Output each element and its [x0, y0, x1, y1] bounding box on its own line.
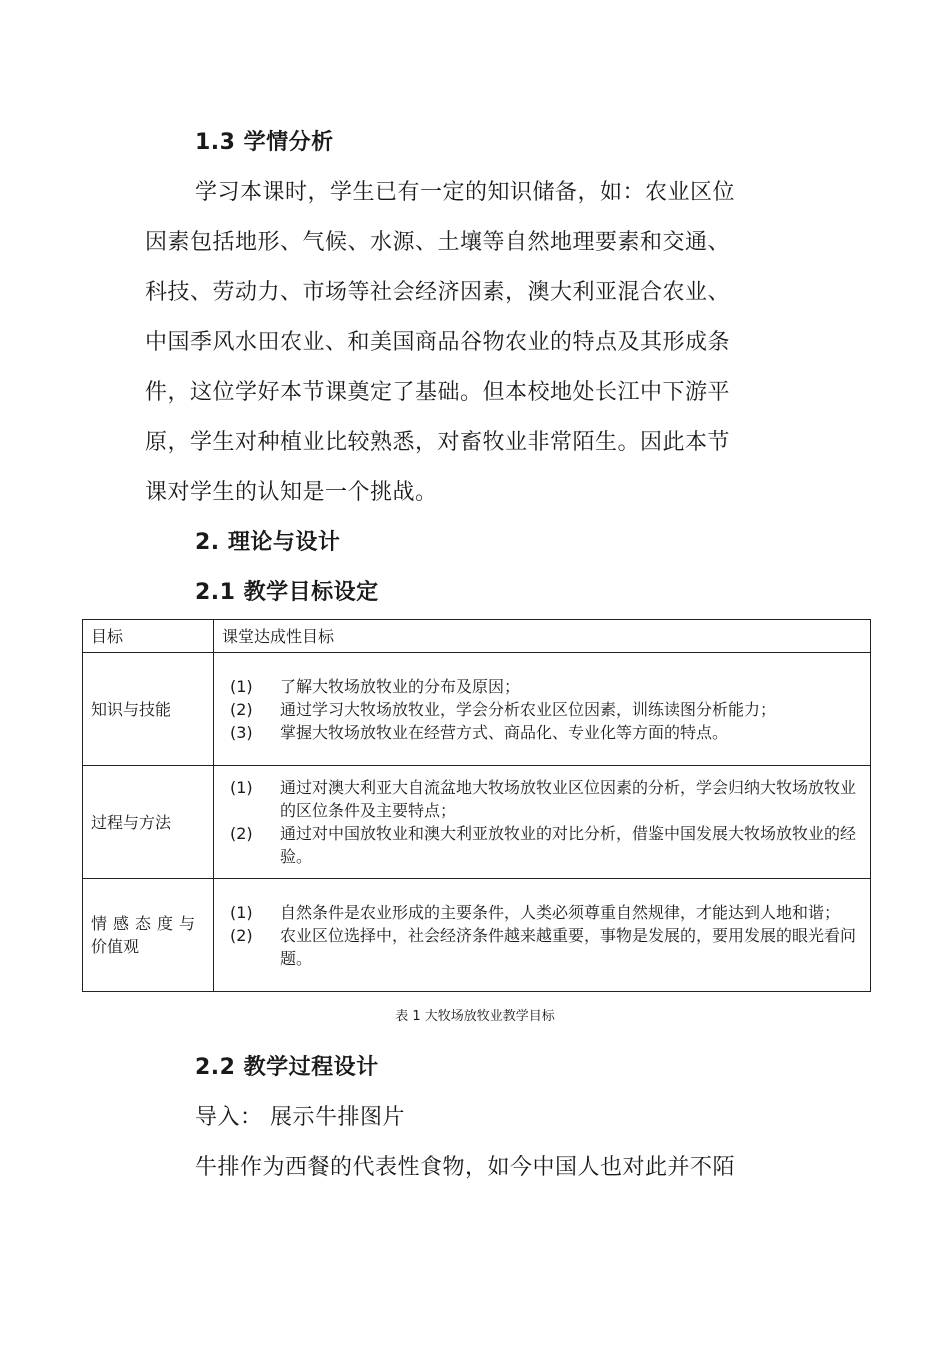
goal-list: [222, 675, 862, 744]
section-2-title: 2. 理论与设计: [195, 530, 341, 555]
item-number: (1): [230, 676, 253, 696]
paragraph-line: 学习本课时，学生已有一定的知识储备，如：农业区位: [195, 180, 736, 205]
header-class-goal: 课堂达成性目标: [214, 620, 871, 653]
item-number: (2): [230, 699, 253, 719]
paragraph-line: 因素包括地形、气候、水源、土壤等自然地理要素和交通、: [145, 230, 731, 255]
dimension-line: 价值观: [91, 937, 140, 956]
list-item: [230, 901, 862, 924]
item-number: (2): [230, 824, 253, 843]
item-number: (3): [230, 722, 253, 742]
list-item: [230, 698, 862, 721]
item-text: 通过对澳大利亚大自流盆地大牧场放牧业区位因素的分析，学会归纳大牧场放牧业的区位条件及主要特点；: [280, 778, 857, 820]
item-text: 自然条件是农业形成的主要条件，人类必须尊重自然规律，才能达到人地和谐；: [280, 902, 841, 922]
goal-dimension: 过程与方法: [83, 766, 214, 879]
teaching-goals-table: [82, 619, 871, 992]
item-text: 了解大牧场放牧业的分布及原因；: [280, 676, 521, 696]
paragraph-line: 中国季风水田农业、和美国商品谷物农业的特点及其形成条: [145, 330, 731, 355]
list-item: [230, 721, 862, 744]
paragraph-line: 课对学生的认知是一个挑战。: [145, 480, 438, 505]
goal-items-cell: [214, 879, 871, 992]
goal-items-cell: [214, 653, 871, 766]
table-row: [83, 766, 871, 879]
item-text: 掌握大牧场放牧业在经营方式、商品化、专业化等方面的特点。: [280, 722, 729, 742]
list-item: [230, 776, 862, 822]
list-item: [230, 675, 862, 698]
goal-dimension: 知识与技能: [83, 653, 214, 766]
item-number: (1): [230, 778, 253, 797]
section-2-1-title: 2.1 教学目标设定: [195, 580, 379, 605]
goal-list: [222, 776, 862, 868]
table-row: [83, 653, 871, 766]
paragraph-line: 原，学生对种植业比较熟悉，对畜牧业非常陌生。因此本节: [145, 430, 731, 455]
intro-line: 牛排作为西餐的代表性食物，如今中国人也对此并不陌: [195, 1155, 736, 1180]
dimension-line: 情感态度与: [91, 914, 202, 933]
goal-items-cell: [214, 766, 871, 879]
item-text: 通过学习大牧场放牧业，学会分析农业区位因素，训练读图分析能力；: [280, 699, 777, 719]
section-1-3-title: 1.3 学情分析: [195, 130, 334, 155]
item-text: 通过对中国放牧业和澳大利亚放牧业的对比分析，借鉴中国发展大牧场放牧业的经验。: [280, 824, 857, 866]
intro-line: 导入： 展示牛排图片: [195, 1105, 405, 1130]
section-2-2-title: 2.2 教学过程设计: [195, 1055, 379, 1080]
paragraph-line: 科技、劳动力、市场等社会经济因素，澳大利亚混合农业、: [145, 280, 731, 305]
list-item: [230, 924, 862, 970]
item-text: 农业区位选择中，社会经济条件越来越重要，事物是发展的，要用发展的眼光看问题。: [280, 925, 857, 968]
paragraph-line: 件，这位学好本节课奠定了基础。但本校地处长江中下游平: [145, 380, 731, 405]
header-goal: 目标: [83, 620, 214, 653]
table-row: [83, 879, 871, 992]
list-item: [230, 822, 862, 868]
goal-list: [222, 901, 862, 970]
item-number: (1): [230, 902, 253, 922]
table-caption: 表 1 大牧场放牧业教学目标: [395, 1009, 555, 1024]
item-number: (2): [230, 925, 253, 945]
goal-dimension: [83, 879, 214, 992]
table-header-row: [83, 620, 871, 653]
